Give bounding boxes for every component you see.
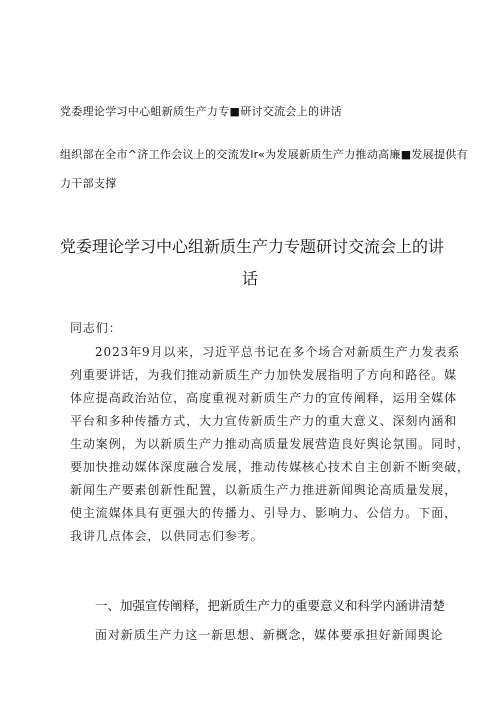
toc-item-2[interactable]: 组织部在全市^济工作会议上的交流发lr«为发展新质生产力推动高廉■发展提供有 <box>60 148 468 161</box>
document-title-continued: 话 <box>241 269 258 288</box>
paragraph-line: 生动案例，为以新质生产力推动高质量发展营造良好舆论氛围。同时， <box>70 437 470 451</box>
paragraph-line: 列重要讲话，为我们推动新质生产力加快发展指明了方向和路径。媒 <box>70 368 458 382</box>
paragraph-line: 体应提高政治站位，高度重视对新质生产力的宣传阐释，运用全媒体 <box>70 391 458 405</box>
paragraph-line: 要加快推动媒体深度融合发展，推动传媒核心技术自主创新不断突破， <box>70 460 470 474</box>
paragraph-line: 我讲几点体会，以供同志们参考。 <box>70 529 264 543</box>
document-title: 党委理论学习中心组新质生产力专题研讨交流会上的讲 <box>60 237 445 256</box>
toc-item-1[interactable]: 党委理论学习中心蛆新质生产力专■研讨交流会上的讲话 <box>60 105 342 118</box>
salutation: 同志们： <box>70 321 122 335</box>
paragraph-line: 面对新质生产力这一新思想、新概念，媒体要承担好新闻舆论 <box>95 628 444 642</box>
paragraph-line: 新闻生产要素创新性配置，以新质生产力推进新闻舆论高质量发展， <box>70 483 458 497</box>
paragraph-line: 平台和多种传播方式，大力宣传新质生产力的重大意义、深刻内涵和 <box>70 414 458 428</box>
section-heading-1: 一、加强宣传阐释，把新质生产力的重要意义和科学内涵讲清楚 <box>95 598 446 613</box>
toc-item-2-continued[interactable]: 力干部支撑 <box>60 177 117 190</box>
paragraph-line: 2023年9月以来，习近平总书记在多个场合对新质生产力发表系 <box>95 345 461 359</box>
paragraph-line: 使主流媒体具有更强大的传播力、引导力、影响力、公信力。下面， <box>70 506 458 520</box>
